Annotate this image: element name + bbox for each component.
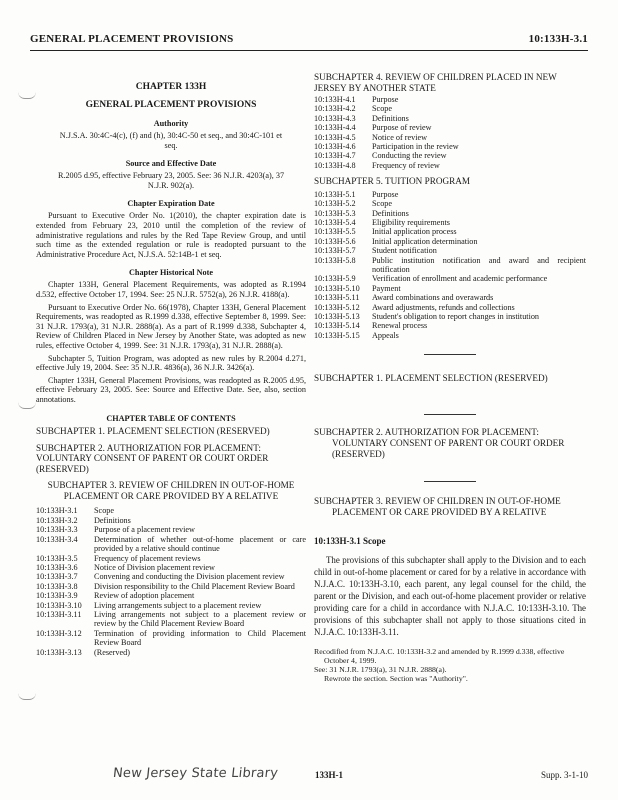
toc-subchapter-3: SUBCHAPTER 3. REVIEW OF CHILDREN IN OUT-OF-HOME PLACEMENT OR CARE PROVIDED BY A RELATIVE [47,480,295,501]
toc-entry [314,133,586,142]
toc-entry [36,629,306,648]
left-column [36,70,306,657]
toc-subchapter-4-list [314,95,586,170]
toc-entry [314,161,586,170]
subchapter-2-heading: SUBCHAPTER 2. AUTHORIZATION FOR PLACEMENT: VOLUNTARY CONSENT OF PARENT OR COURT ORDER (RESERVED) [314,427,565,459]
toc-entry [36,591,306,600]
toc-entry-title: Frequency of placement reviews [94,553,201,563]
toc-entry-number: 10:133H-4.3 [314,113,356,123]
margin-mark [18,402,36,409]
toc-entry [36,582,306,591]
toc-entry [314,95,586,104]
toc-entry-title: Definitions [372,208,409,218]
toc-entry-title: Determination of whether out-of-home placement or care provided by a relative should continue [94,534,306,554]
toc-entry-title: Purpose of review [372,123,432,133]
authority-heading: Authority [153,119,189,128]
section-title: 10:133H-3.1 Scope [314,536,386,547]
toc-entry-title: Student notification [372,246,437,256]
toc-entry [314,218,586,227]
expiration-heading: Chapter Expiration Date [127,199,215,209]
toc-entry [36,572,306,581]
history-paragraph: Chapter 133H, General Placement Requirements, was adopted as R.1994 d.532, effective October 17, 1994. See: 25 N.J.R. 5752(a), 26 N.J.R. 4188(a). [36,280,306,299]
supplement-date: Supp. 3-1-10 [541,770,588,780]
toc-entry [314,246,586,255]
toc-entry [36,506,306,515]
toc-entry-number: 10:133H-4.2 [314,104,356,114]
toc-entry [314,199,586,208]
toc-entry-title: Student's obligation to report changes in institution [372,312,540,322]
toc-entry-number: 10:133H-5.1 [314,189,356,199]
history-paragraph: Subchapter 5, Tuition Program, was adopted as new rules by R.2004 d.271, effective July 19, 2004. See: 35 N.J.R. 4836(a), 36 N.J.R. 3426(a). [36,353,306,373]
toc-entry-title: Purpose of a placement review [94,525,195,535]
toc-heading: CHAPTER TABLE OF CONTENTS [106,414,236,424]
toc-entry [314,274,586,283]
chapter-title: GENERAL PLACEMENT PROVISIONS [85,100,257,110]
toc-entry [36,610,306,629]
toc-entry-number: 10:133H-5.6 [314,236,356,246]
authority-text: N.J.S.A. 30:4C-4(c), (f) and (h), 30:4C-50 et seq., and 30:4C-101 et seq. [59,131,283,150]
toc-entry [36,601,306,610]
toc-subchapter-1: SUBCHAPTER 1. PLACEMENT SELECTION (RESERVED) [36,426,270,437]
toc-entry-number: 10:133H-3.10 [36,600,82,610]
toc-entry-title: Payment [372,283,401,293]
toc-entry-title: (Reserved) [94,647,130,657]
toc-entry-title: Division responsibility to the Child Placement Review Board [94,581,295,591]
toc-entry [36,516,306,525]
toc-entry-number: 10:133H-3.11 [36,609,82,619]
toc-subchapter-4: SUBCHAPTER 4. REVIEW OF CHILDREN PLACED IN NEW JERSEY BY ANOTHER STATE [314,72,557,93]
toc-entry-title: Initial application process [372,227,457,237]
page-number: 133H-1 [315,770,343,780]
toc-entry [314,303,586,312]
toc-entry-title: Living arrangements not subject to a placement review or review by the Child Placement Review Board [94,609,306,629]
section-note: Rewrote the section. Section was "Authority". [324,674,468,684]
toc-entry [314,151,586,160]
page-footer [30,766,588,790]
margin-mark [18,693,36,700]
running-header [30,33,588,49]
toc-entry [314,123,586,132]
expiration-text: Pursuant to Executive Order No. 1(2010), the chapter expiration date is extended from February 23, 2010 until the completion of the review of administrative regulations and rules by the Red Tape Review Group, and until such time as the extended regulation or rule is readopted pursuant to the Administrative Procedure Act, N.J.S.A. 52:14B-1 et seq. [36,211,306,259]
toc-subchapter-2-text: SUBCHAPTER 2. AUTHORIZATION FOR PLACEMENT: VOLUNTARY CONSENT OF PARENT OR COURT ORDER (RESERVED) [36,442,269,474]
toc-entry [314,142,586,151]
toc-entry [314,114,586,123]
toc-entry-title: Definitions [94,515,131,525]
toc-subchapter-2 [36,443,306,475]
toc-entry-title: Purpose [372,95,399,104]
toc-entry-number: 10:133H-4.4 [314,123,356,133]
toc-entry-number: 10:133H-4.5 [314,132,356,142]
toc-entry-number: 10:133H-3.12 [36,628,82,638]
toc-entry-title: Scope [94,506,115,516]
toc-subchapter-5: SUBCHAPTER 5. TUITION PROGRAM [314,176,471,187]
toc-entry-number: 10:133H-3.4 [36,534,78,544]
toc-entry-title: Renewal process [372,321,428,331]
subchapter-1-heading: SUBCHAPTER 1. PLACEMENT SELECTION (RESERVED) [314,373,548,384]
toc-entry-title: Scope [372,199,393,209]
margin-mark [18,92,36,99]
divider [424,414,476,415]
toc-entry [314,227,586,236]
toc-entry [314,256,586,275]
toc-entry-number: 10:133H-5.11 [314,293,360,303]
toc-entry-title: Notice of Division placement review [94,562,215,572]
toc-entry-title: Award adjustments, refunds and collections [372,302,515,312]
source-text: R.2005 d.95, effective February 23, 2005. See: 36 N.J.R. 4203(a), 37 N.J.R. 902(a). [57,171,285,190]
toc-entry-title: Living arrangements subject to a placement review [94,600,262,610]
right-column [314,72,586,683]
toc-entry-title: Definitions [372,113,409,123]
toc-entry [314,190,586,199]
toc-entry-title: Frequency of review [372,160,440,170]
toc-entry-title: Scope [372,104,393,114]
toc-entry-title: Notice of review [372,132,428,142]
toc-entry [36,563,306,572]
toc-entry-number: 10:133H-3.6 [36,562,78,572]
toc-entry-number: 10:133H-3.8 [36,581,78,591]
chapter-number: CHAPTER 133H [135,82,207,92]
toc-entry-number: 10:133H-4.1 [314,95,356,104]
toc-entry-number: 10:133H-4.7 [314,151,356,161]
toc-entry-number: 10:133H-3.7 [36,572,78,582]
source-heading: Source and Effective Date [125,159,217,169]
toc-subchapter-5-list [314,190,586,341]
toc-entry-number: 10:133H-3.5 [36,553,78,563]
history-paragraph: Chapter 133H, General Placement Provisions, was readopted as R.2005 d.95, effective February 23, 2005. See: Source and Effective Date. See, also, section annotations. [36,375,306,404]
toc-entry-number: 10:133H-5.8 [314,255,356,265]
divider [424,354,476,355]
toc-entry-number: 10:133H-5.14 [314,321,360,331]
toc-entry-number: 10:133H-5.4 [314,217,356,227]
toc-entry-number: 10:133H-5.7 [314,246,356,256]
divider [424,481,476,482]
header-title: GENERAL PLACEMENT PROVISIONS [30,33,234,45]
toc-entry-number: 10:133H-3.1 [36,506,78,516]
toc-entry-number: 10:133H-5.12 [314,302,360,312]
toc-entry-title: Award combinations and overawards [372,293,494,303]
header-rule [30,50,588,51]
section-note: Recodified from N.J.A.C. 10:133H-3.2 and amended by R.1999 d.338, effective October 4, 1999. [314,647,565,666]
toc-entry-title: Eligibility requirements [372,217,450,227]
toc-entry-number: 10:133H-5.5 [314,227,356,237]
toc-entry-title: Termination of providing information to Child Placement Review Board [94,628,306,648]
toc-entry-number: 10:133H-4.6 [314,142,356,152]
toc-entry [314,331,586,340]
toc-entry-title: Convening and conducting the Division placement review [94,572,285,582]
toc-entry-number: 10:133H-3.13 [36,647,82,657]
toc-entry-number: 10:133H-3.9 [36,591,78,601]
toc-entry-title: Purpose [372,189,399,199]
toc-entry-title: Appeals [372,330,399,340]
toc-entry [36,535,306,554]
header-section: 10:133H-3.1 [528,33,588,45]
section-note: See: 31 N.J.R. 1793(a), 31 N.J.R. 2888(a). [314,665,447,675]
toc-entry [36,554,306,563]
toc-entry-title: Conducting the review [372,151,447,161]
toc-entry-title: Verification of enrollment and academic performance [372,274,548,284]
toc-entry [314,104,586,113]
toc-entry [314,284,586,293]
toc-entry-number: 10:133H-5.13 [314,312,360,322]
toc-entry [314,312,586,321]
toc-entry [36,525,306,534]
library-watermark: New Jersey State Library [112,766,279,781]
toc-entry-number: 10:133H-4.8 [314,160,356,170]
toc-entry-number: 10:133H-3.2 [36,515,78,525]
toc-subchapter-3-list [36,506,306,657]
toc-entry-number: 10:133H-5.9 [314,274,356,284]
toc-entry-number: 10:133H-5.15 [314,330,360,340]
toc-entry-title: Public institution notification and award and recipient notification [372,255,586,274]
toc-entry [314,293,586,302]
history-heading: Chapter Historical Note [129,268,213,278]
section-body: The provisions of this subchapter shall apply to the Division and to each child in out-of-home placement or cared for by a relative in accordance with N.J.A.C. 10:133H-3.10, each parent, any legal counsel for the child, the parent or the Division, and each out-of-home placement provider or relative providing care for a child in accordance with N.J.A.C. 10:133H-3.10. The provisions of this subchapter shall not apply to those situations cited in N.J.A.C. 10:133H-3.11. [314,555,586,638]
toc-entry-number: 10:133H-5.2 [314,199,356,209]
toc-entry-number: 10:133H-5.10 [314,283,360,293]
toc-entry-title: Initial application determination [372,236,478,246]
toc-entry-number: 10:133H-3.3 [36,525,78,535]
toc-entry [314,209,586,218]
subchapter-3-heading: SUBCHAPTER 3. REVIEW OF CHILDREN IN OUT-OF-HOME PLACEMENT OR CARE PROVIDED BY A RELATIVE [314,496,561,518]
toc-entry [314,321,586,330]
toc-entry-title: Review of adoption placement [94,591,195,601]
toc-entry [36,648,306,657]
toc-entry [314,237,586,246]
toc-entry-title: Participation in the review [372,142,459,152]
toc-entry-number: 10:133H-5.3 [314,208,356,218]
history-paragraph: Pursuant to Executive Order No. 66(1978), Chapter 133H, General Placement Requirements, was readopted as R.1999 d.338, effective September 8, 1999. See: 31 N.J.R. 1793(a), 31 N.J.R. 2888(a). As a part of R.1999 d.338, Subchapter 4, Review of Children Placed in New Jersey by Another State, was adopted as new rules, effective October 4, 1999. See: 31 N.J.R. 1793(a), 31 N.J.R. 2888(a). [36,302,306,350]
